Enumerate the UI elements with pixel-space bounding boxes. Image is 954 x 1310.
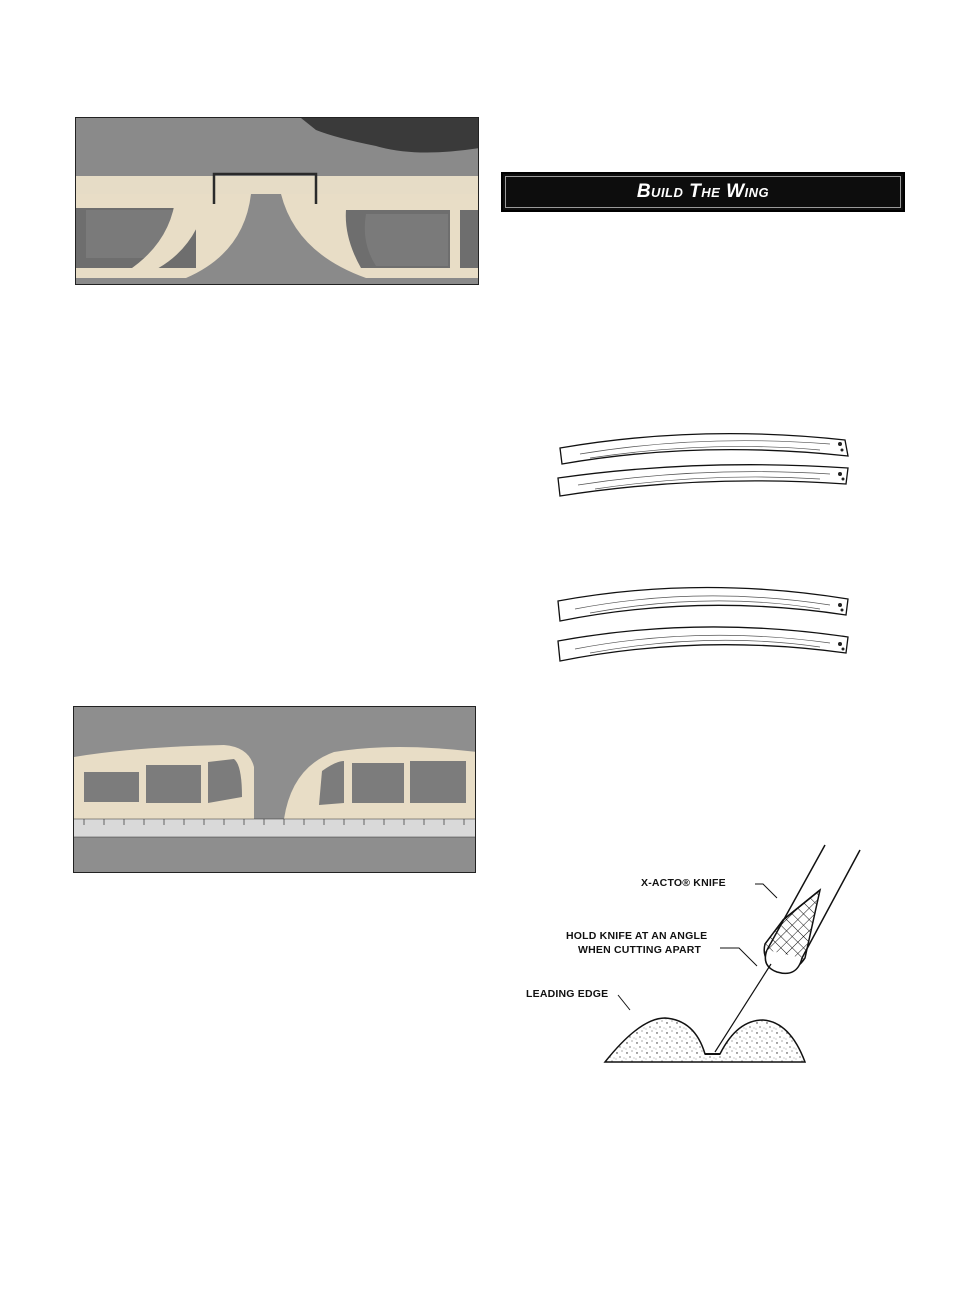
label-hold-knife-line1: HOLD KNIFE AT AN ANGLE [566, 930, 708, 942]
photo-wingtips-pinned [75, 117, 479, 285]
photo-wingtips-pinned-image [76, 118, 479, 285]
section-banner [501, 172, 905, 212]
photo-wingtips-ruler [73, 706, 476, 873]
section-title: Build The Wing [636, 181, 770, 202]
stick-bottom [558, 465, 848, 496]
label-leading-edge: LEADING EDGE [526, 988, 609, 1000]
photo-wingtips-ruler-image [74, 707, 476, 873]
warped-sticks-figure-2 [550, 575, 860, 665]
leading-edge-shape [605, 1018, 805, 1062]
label-xacto-knife: X-ACTO® KNIFE [641, 877, 726, 889]
warped-sticks-figure-1 [550, 430, 860, 510]
label-hold-knife-line2: WHEN CUTTING APART [578, 944, 702, 956]
stick-bottom [558, 627, 848, 661]
